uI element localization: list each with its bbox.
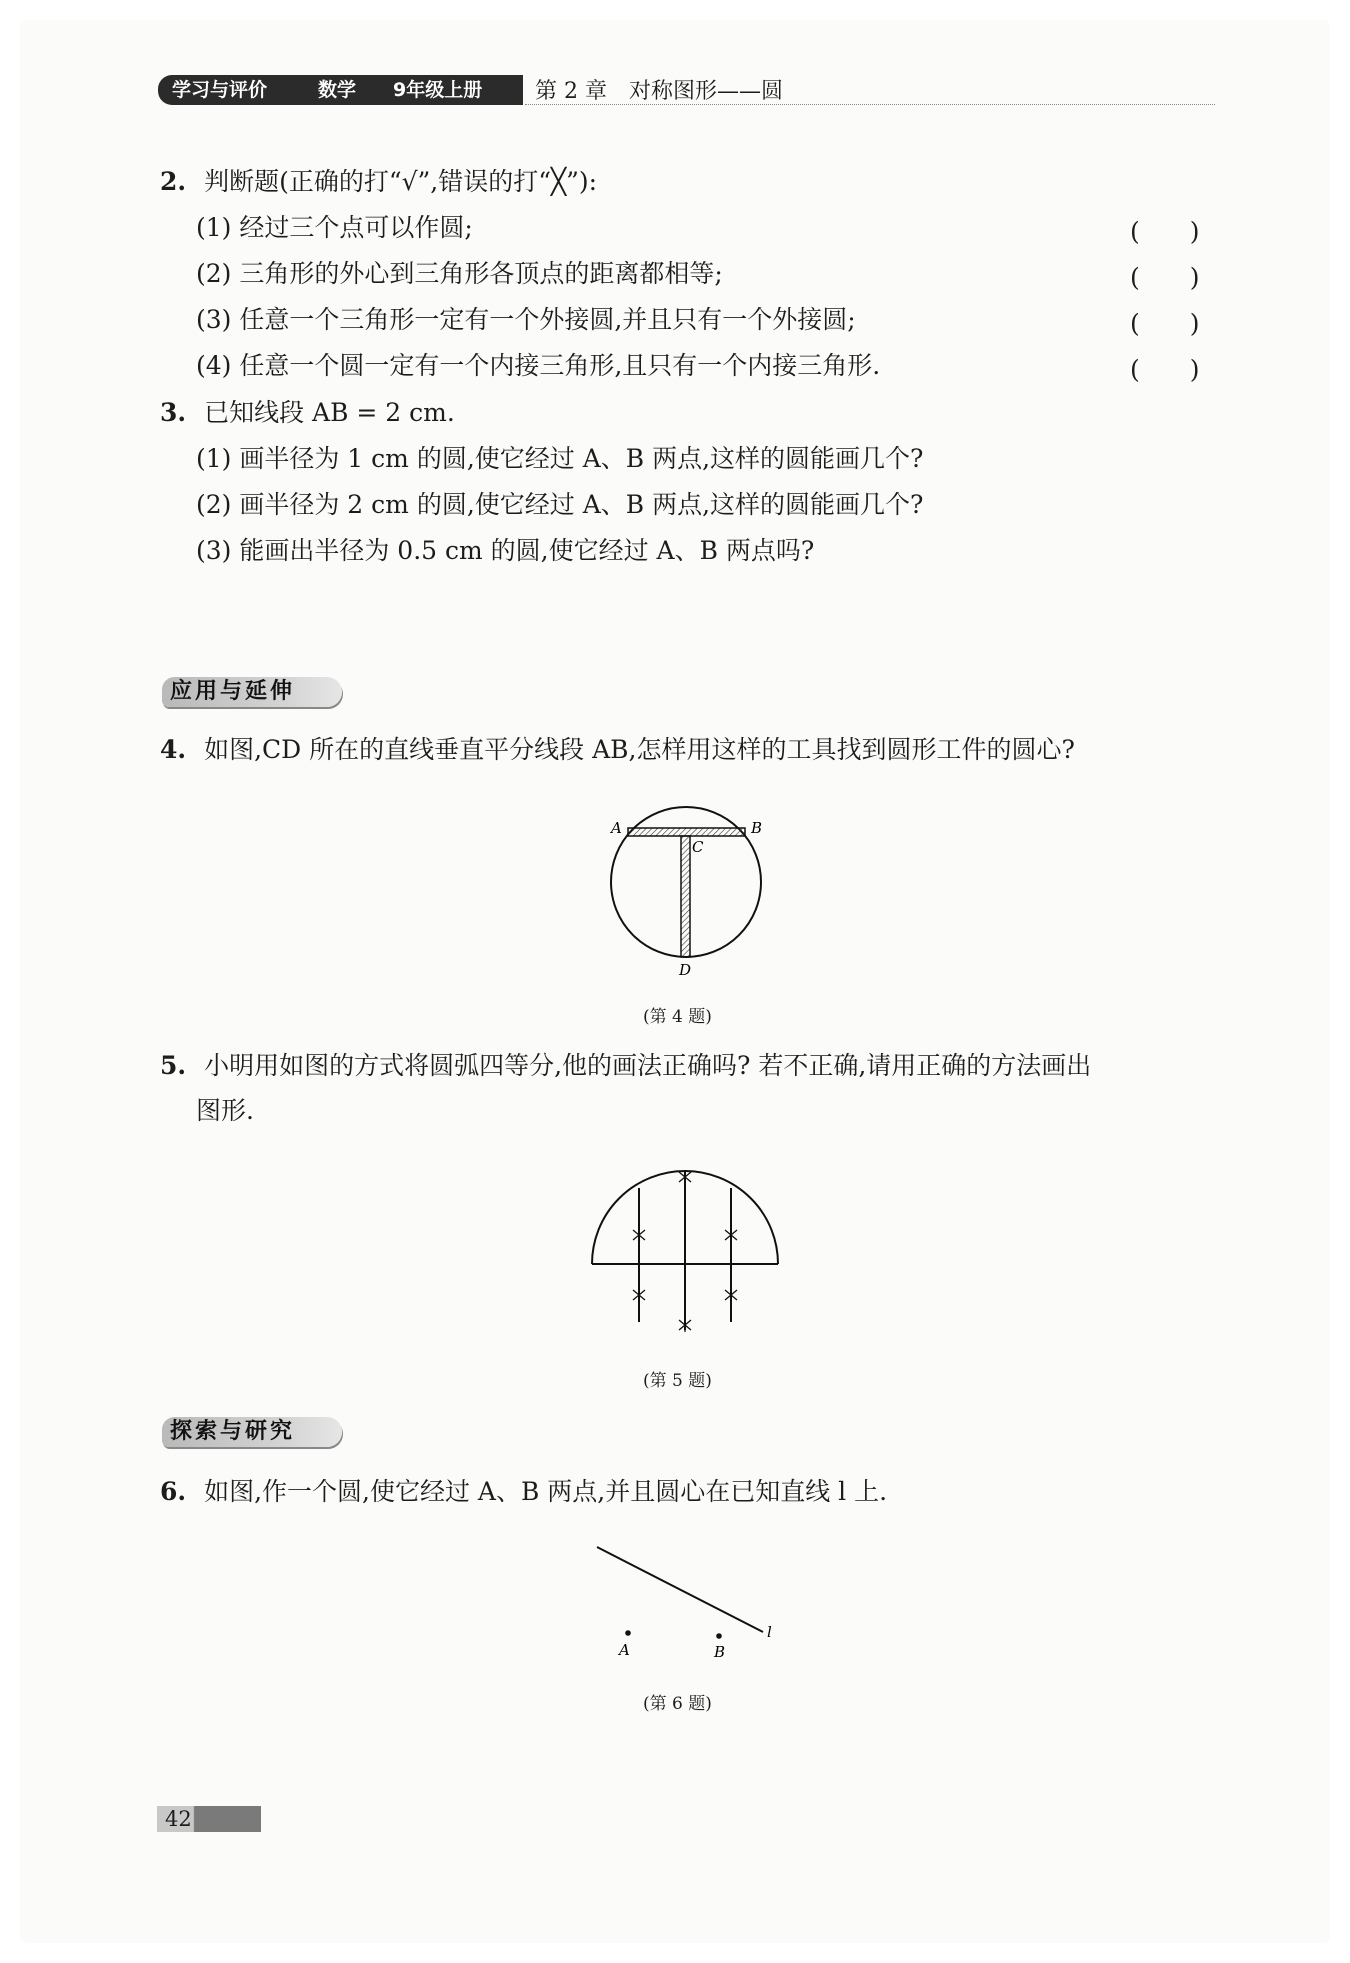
answer-paren-3: ( ) bbox=[1130, 309, 1200, 338]
answer-paren-4: ( ) bbox=[1130, 355, 1200, 384]
answer-paren-1: ( ) bbox=[1130, 217, 1200, 246]
q4-stem: 如图,CD 所在的直线垂直平分线段 AB,怎样用这样的工具找到圆形工件的圆心? bbox=[204, 735, 1075, 764]
q6-caption: (第 6 题) bbox=[643, 1694, 712, 1714]
q6-stem: 如图,作一个圆,使它经过 A、B 两点,并且圆心在已知直线 l 上. bbox=[204, 1477, 888, 1506]
q6-stem-line bbox=[160, 1476, 887, 1508]
line-l bbox=[597, 1547, 763, 1632]
q4-caption: (第 4 题) bbox=[643, 1007, 712, 1027]
header-divider bbox=[525, 104, 1215, 105]
t-square-crossbar bbox=[628, 828, 745, 836]
q4-number: 4. bbox=[160, 735, 187, 764]
header-grade: 9年级上册 bbox=[393, 79, 483, 101]
header-band bbox=[158, 75, 523, 105]
header-book: 学习与评价 bbox=[172, 79, 268, 101]
page-number-bar bbox=[157, 1806, 261, 1832]
q6-label-l: l bbox=[767, 1623, 772, 1641]
q5-stem: 小明用如图的方式将圆弧四等分,他的画法正确吗? 若不正确,请用正确的方法画出 bbox=[204, 1051, 1092, 1080]
q4-label-c: C bbox=[692, 838, 704, 856]
q2-item-2: (2) 三角形的外心到三角形各顶点的距离都相等; bbox=[196, 259, 723, 288]
q4-label-d: D bbox=[679, 961, 692, 979]
q5-line-2: 图形. bbox=[196, 1096, 254, 1125]
q2-stem-line bbox=[160, 166, 597, 198]
q2-item-3: (3) 任意一个三角形一定有一个外接圆,并且只有一个外接圆; bbox=[196, 305, 856, 334]
q3-stem: 已知线段 AB = 2 cm. bbox=[204, 398, 455, 427]
header-chapter: 第 2 章 对称图形——圆 bbox=[535, 79, 783, 104]
q4-label-b: B bbox=[751, 819, 763, 837]
q6-figure bbox=[585, 1535, 785, 1665]
q3-item-1: (1) 画半径为 1 cm 的圆,使它经过 A、B 两点,这样的圆能画几个? bbox=[196, 444, 924, 473]
q5-figure bbox=[585, 1160, 785, 1335]
q2-stem: 判断题(正确的打“√”,错误的打“╳”): bbox=[204, 167, 598, 196]
section-heading-application: 应用与延伸 bbox=[162, 677, 342, 707]
q2-item-4: (4) 任意一个圆一定有一个内接三角形,且只有一个内接三角形. bbox=[196, 351, 881, 380]
page-number: 42 bbox=[165, 1807, 192, 1831]
answer-paren-2: ( ) bbox=[1130, 263, 1200, 292]
q3-stem-line bbox=[160, 397, 455, 429]
q3-item-3: (3) 能画出半径为 0.5 cm 的圆,使它经过 A、B 两点吗? bbox=[196, 536, 815, 565]
q2-item-1: (1) 经过三个点可以作圆; bbox=[196, 213, 473, 242]
q4-figure bbox=[595, 800, 785, 985]
q6-label-a: A bbox=[619, 1641, 630, 1659]
q5-caption: (第 5 题) bbox=[643, 1371, 712, 1391]
q2-number: 2. bbox=[160, 167, 187, 196]
t-square-stem bbox=[681, 836, 690, 957]
q3-item-2: (2) 画半径为 2 cm 的圆,使它经过 A、B 两点,这样的圆能画几个? bbox=[196, 490, 924, 519]
section-heading-exploration: 探索与研究 bbox=[162, 1417, 342, 1447]
point-b bbox=[716, 1633, 722, 1639]
header-subject: 数学 bbox=[318, 79, 357, 101]
q4-label-a: A bbox=[611, 819, 622, 837]
point-a bbox=[625, 1630, 631, 1636]
q3-number: 3. bbox=[160, 398, 187, 427]
q5-line-1 bbox=[160, 1050, 1091, 1082]
q6-label-b: B bbox=[714, 1643, 726, 1661]
q5-number: 5. bbox=[160, 1051, 187, 1080]
q6-number: 6. bbox=[160, 1477, 187, 1506]
q4-stem-line bbox=[160, 734, 1075, 766]
